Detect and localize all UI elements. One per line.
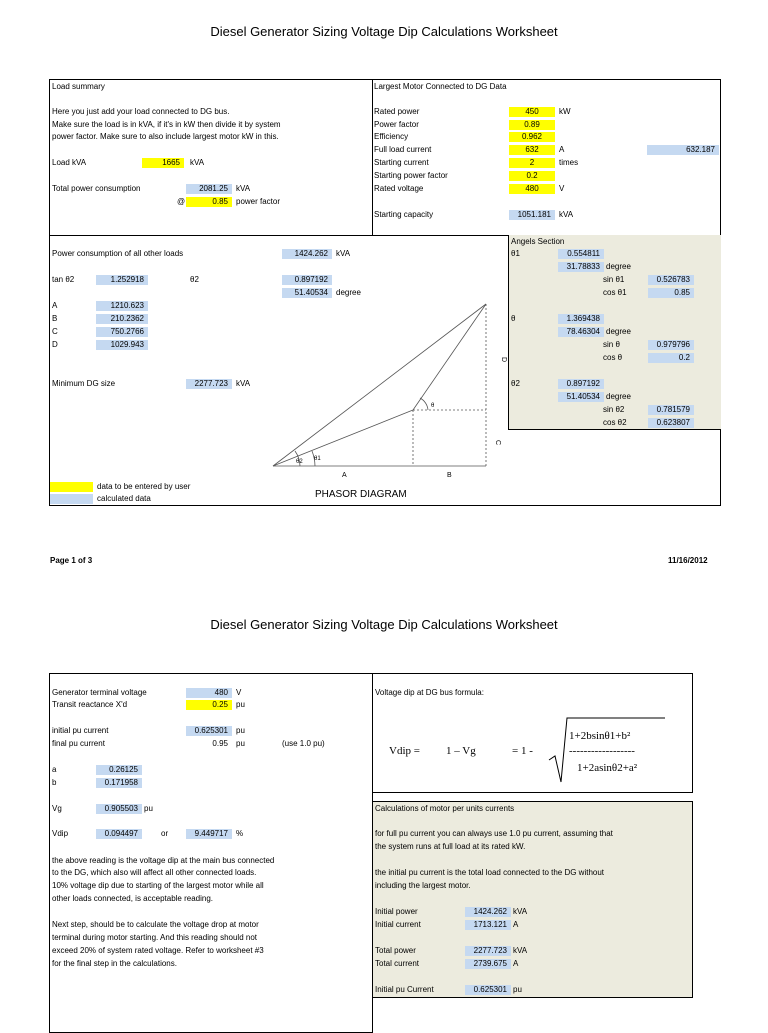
cos-theta1-label: cos θ1 bbox=[603, 288, 627, 297]
load-summary-desc: Make sure the load is in kVA, if it's in kW then divide it by system bbox=[52, 120, 281, 129]
pu-text-line: the initial pu current is the total load connected to the DG without bbox=[375, 868, 605, 877]
motor-row-label: Rated voltage bbox=[374, 184, 424, 193]
initial-pu-label: initial pu current bbox=[52, 726, 109, 735]
next-step-line: terminal during motor starting. And this reading should not bbox=[52, 933, 258, 942]
degree-unit: degree bbox=[606, 262, 631, 271]
at-symbol: @ bbox=[177, 197, 186, 206]
cos-theta2-value: 0.623807 bbox=[648, 418, 694, 428]
degree-unit: degree bbox=[606, 327, 631, 336]
sin-theta2-value: 0.781579 bbox=[648, 405, 694, 415]
explanation-line: the above reading is the voltage dip at the main bus connected bbox=[52, 856, 275, 865]
formula-heading: Voltage dip at DG bus formula: bbox=[375, 688, 484, 697]
motor-row-value[interactable]: 450 bbox=[509, 107, 555, 117]
motor-row-value[interactable]: 480 bbox=[509, 184, 555, 194]
or-label: or bbox=[161, 829, 169, 838]
motor-row-value[interactable]: 2 bbox=[509, 158, 555, 168]
total-power-value: 2277.723 bbox=[465, 946, 511, 956]
theta-deg: 78.46304 bbox=[558, 327, 604, 337]
xd-unit: pu bbox=[236, 700, 245, 709]
theta-label: θ bbox=[511, 314, 516, 323]
sin-theta-label: sin θ bbox=[603, 340, 620, 349]
angles-heading: Angels Section bbox=[511, 237, 565, 246]
legend-calc-label: calculated data bbox=[97, 494, 151, 503]
initial-current-unit: A bbox=[513, 920, 519, 929]
explanation-line: 10% voltage dip due to starting of the largest motor while all bbox=[52, 881, 264, 890]
sin-theta1-value: 0.526783 bbox=[648, 275, 694, 285]
motor-row-value[interactable]: 632 bbox=[509, 145, 555, 155]
motor-row-unit: V bbox=[559, 184, 565, 193]
theta1-rad: 0.554811 bbox=[558, 249, 604, 259]
initial-power-label: Initial power bbox=[375, 907, 418, 916]
pu-text-line: for full pu current you can always use 1.0 pu current, assuming that bbox=[375, 829, 613, 838]
b-value: 0.171958 bbox=[96, 778, 142, 788]
phasor-diagram-title: PHASOR DIAGRAM bbox=[315, 489, 407, 500]
abcd-value: 1029.943 bbox=[96, 340, 148, 350]
motor-row-label: Power factor bbox=[374, 120, 419, 129]
formula-vdip: Vdip = bbox=[389, 745, 420, 757]
theta2-label: θ2 bbox=[511, 379, 520, 388]
min-dg-label: Minimum DG size bbox=[52, 379, 116, 388]
page2-title: Diesel Generator Sizing Voltage Dip Calculations Worksheet bbox=[210, 617, 558, 632]
other-loads-unit: kVA bbox=[336, 249, 351, 258]
final-pu-label: final pu current bbox=[52, 739, 105, 748]
load-summary-desc: Here you just add your load connected to DG bus. bbox=[52, 107, 230, 116]
motor-row-value[interactable]: 0.962 bbox=[509, 132, 555, 142]
load-summary-heading: Load summary bbox=[52, 82, 105, 91]
min-dg-unit: kVA bbox=[236, 379, 251, 388]
sin-theta2-label: sin θ2 bbox=[603, 405, 625, 414]
initial-pu-current-value: 0.625301 bbox=[465, 985, 511, 995]
explanation-line: to the DG, which also will affect all other connected loads. bbox=[52, 868, 257, 877]
total-current-label: Total current bbox=[375, 959, 420, 968]
initial-power-value: 1424.262 bbox=[465, 907, 511, 917]
theta2-rad: 0.897192 bbox=[558, 379, 604, 389]
initial-pu-unit: pu bbox=[236, 726, 245, 735]
theta1-deg: 31.78833 bbox=[558, 262, 604, 272]
vg-label: Vg bbox=[52, 804, 62, 813]
motor-row-label: Rated power bbox=[374, 107, 420, 116]
pu-text-line: including the largest motor. bbox=[375, 881, 471, 890]
legend-swatch-calc bbox=[50, 494, 93, 504]
phasor-line-motor bbox=[413, 304, 486, 410]
theta1-label: θ1 bbox=[511, 249, 520, 258]
phasor-label-theta1: θ1 bbox=[314, 456, 321, 462]
load-summary-box bbox=[49, 79, 373, 236]
a-value: 0.26125 bbox=[96, 765, 142, 775]
theta2-label: θ2 bbox=[190, 275, 199, 284]
legend-swatch-user bbox=[50, 482, 93, 492]
abcd-value: 750.2766 bbox=[96, 327, 148, 337]
b-label: b bbox=[52, 778, 57, 787]
cos-theta-label: cos θ bbox=[603, 353, 623, 362]
abcd-label: D bbox=[52, 340, 58, 349]
a-label: a bbox=[52, 765, 57, 774]
min-dg-value: 2277.723 bbox=[186, 379, 232, 389]
phasor-label-b: B bbox=[447, 472, 452, 479]
phasor-label-theta2: θ2 bbox=[296, 459, 303, 465]
total-power-label: Total power consumption bbox=[52, 184, 141, 193]
total-power-unit: kVA bbox=[513, 946, 528, 955]
vdip-label: Vdip bbox=[52, 829, 69, 838]
starting-capacity-label: Starting capacity bbox=[374, 210, 434, 219]
vdip-value: 0.094497 bbox=[96, 829, 142, 839]
formula-denominator: 1+2asinθ2+a² bbox=[577, 762, 638, 774]
degree-unit: degree bbox=[336, 288, 361, 297]
other-loads-heading: Power consumption of all other loads bbox=[52, 249, 184, 258]
xd-label: Transit reactance X'd bbox=[52, 700, 128, 709]
vg-value: 0.905503 bbox=[96, 804, 142, 814]
load-kva-unit: kVA bbox=[190, 158, 205, 167]
pu-text-line: the system runs at full load at its rated kW. bbox=[375, 842, 526, 851]
next-step-line: Next step, should be to calculate the voltage drop at motor bbox=[52, 920, 259, 929]
other-loads-value: 1424.262 bbox=[282, 249, 332, 259]
final-pu-note: (use 1.0 pu) bbox=[282, 739, 325, 748]
next-step-line: for the final step in the calculations. bbox=[52, 959, 177, 968]
theta2-deg: 51.40534 bbox=[558, 392, 604, 402]
gen-voltage-label: Generator terminal voltage bbox=[52, 688, 147, 697]
explanation-line: other loads connected, is acceptable reading. bbox=[52, 894, 213, 903]
initial-current-value: 1713.121 bbox=[465, 920, 511, 930]
motor-row-unit: times bbox=[559, 158, 579, 167]
initial-pu-value: 0.625301 bbox=[186, 726, 232, 736]
motor-row-label: Full load current bbox=[374, 145, 432, 154]
load-kva-label: Load kVA bbox=[52, 158, 87, 167]
starting-capacity-unit: kVA bbox=[559, 210, 574, 219]
arc-theta bbox=[420, 398, 428, 410]
initial-power-unit: kVA bbox=[513, 907, 528, 916]
phasor-line-total bbox=[273, 304, 486, 466]
pu-heading: Calculations of motor per units currents bbox=[375, 804, 515, 813]
motor-row-label: Efficiency bbox=[374, 132, 409, 141]
total-power-label: Total power bbox=[375, 946, 416, 955]
cos-theta2-label: cos θ2 bbox=[603, 418, 627, 427]
total-power-unit: kVA bbox=[236, 184, 251, 193]
motor-row-label: Starting power factor bbox=[374, 171, 448, 180]
total-current-unit: A bbox=[513, 959, 519, 968]
theta-rad: 1.369438 bbox=[558, 314, 604, 324]
next-step-line: exceed 20% of system rated voltage. Refer to worksheet #3 bbox=[52, 946, 264, 955]
motor-heading: Largest Motor Connected to DG Data bbox=[374, 82, 507, 91]
tan-theta2-label: tan θ2 bbox=[52, 275, 75, 284]
sin-theta-value: 0.979796 bbox=[648, 340, 694, 350]
motor-row-label: Starting current bbox=[374, 158, 429, 167]
phasor-label-d: D bbox=[500, 357, 507, 363]
load-summary-desc: power factor. Make sure to also include largest motor kW in this. bbox=[52, 132, 279, 141]
legend-user-label: data to be entered by user bbox=[97, 482, 191, 491]
cos-theta1-value: 0.85 bbox=[648, 288, 694, 298]
motor-row-unit: A bbox=[559, 145, 565, 154]
total-power-value: 2081.25 bbox=[186, 184, 232, 194]
vdip-percent: 9.449717 bbox=[186, 829, 232, 839]
xd-input[interactable]: 0.25 bbox=[186, 700, 232, 710]
formula-equals: = 1 - bbox=[512, 745, 533, 757]
phasor-label-c: C bbox=[494, 440, 501, 446]
percent-unit: % bbox=[236, 829, 244, 838]
motor-row-value[interactable]: 0.89 bbox=[509, 120, 555, 130]
phasor-line-other bbox=[273, 410, 413, 466]
phasor-label-a: A bbox=[342, 472, 347, 479]
motor-row-value[interactable]: 0.2 bbox=[509, 171, 555, 181]
abcd-label: A bbox=[52, 301, 58, 310]
degree-unit: degree bbox=[606, 392, 631, 401]
page-number: Page 1 of 3 bbox=[50, 556, 93, 565]
theta2-deg: 51.40534 bbox=[282, 288, 332, 298]
initial-pu-current-label: Initial pu Current bbox=[375, 985, 434, 994]
formula-divider: ------------------ bbox=[569, 745, 635, 757]
theta2-rad: 0.897192 bbox=[282, 275, 332, 285]
gen-voltage-value: 480 bbox=[186, 688, 232, 698]
flc-calculated: 632.187 bbox=[647, 145, 719, 155]
initial-current-label: Initial current bbox=[375, 920, 421, 929]
phasor-label-theta: θ bbox=[431, 403, 435, 409]
page1-title: Diesel Generator Sizing Voltage Dip Calculations Worksheet bbox=[210, 24, 558, 39]
cos-theta-value: 0.2 bbox=[648, 353, 694, 363]
page-date: 11/16/2012 bbox=[668, 556, 708, 565]
sin-theta1-label: sin θ1 bbox=[603, 275, 625, 284]
final-pu-unit: pu bbox=[236, 739, 245, 748]
tan-theta2-value: 1.252918 bbox=[96, 275, 148, 285]
vg-unit: pu bbox=[144, 804, 153, 813]
total-current-value: 2739.675 bbox=[465, 959, 511, 969]
gen-voltage-unit: V bbox=[236, 688, 242, 697]
formula-numerator: 1+2bsinθ1+b² bbox=[569, 730, 631, 742]
load-kva-input[interactable]: 1665 bbox=[142, 158, 184, 168]
abcd-value: 1210.623 bbox=[96, 301, 148, 311]
final-pu-value[interactable]: 0.95 bbox=[212, 739, 228, 748]
abcd-label: C bbox=[52, 327, 58, 336]
power-factor-unit: power factor bbox=[236, 197, 281, 206]
formula-one-minus-vg: 1 – Vg bbox=[446, 745, 476, 757]
abcd-value: 210.2362 bbox=[96, 314, 148, 324]
phasor-diagram bbox=[260, 295, 510, 505]
abcd-label: B bbox=[52, 314, 58, 323]
initial-pu-current-unit: pu bbox=[513, 985, 522, 994]
motor-row-unit: kW bbox=[559, 107, 571, 116]
starting-capacity-value: 1051.181 bbox=[509, 210, 555, 220]
power-factor-input[interactable]: 0.85 bbox=[186, 197, 232, 207]
